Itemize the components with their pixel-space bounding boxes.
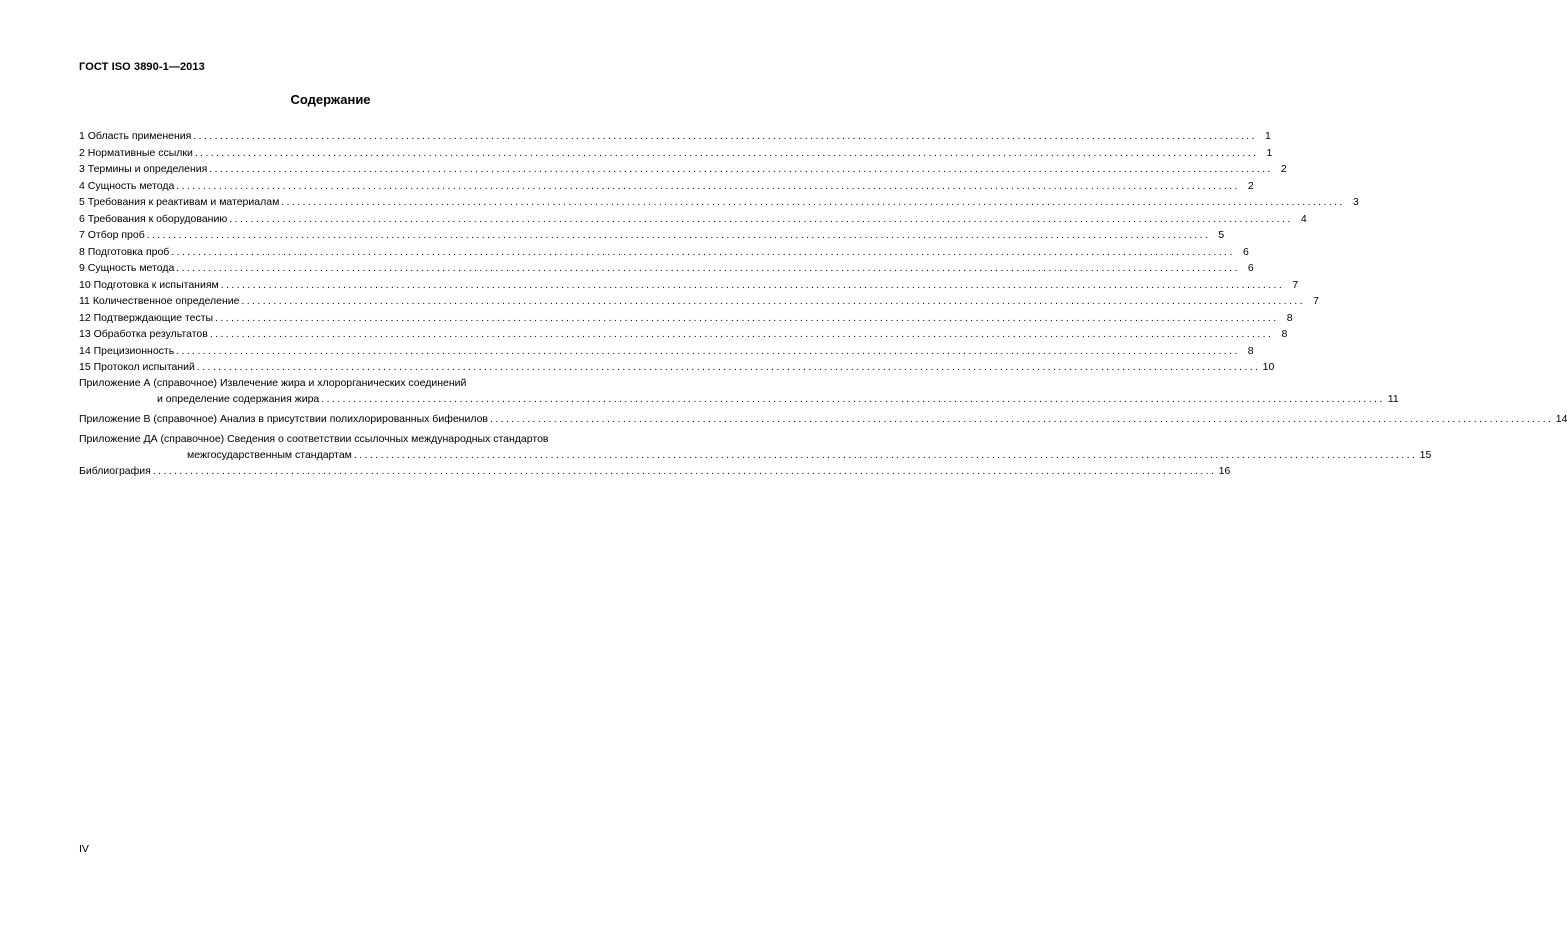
toc-entry-page: 6 [1247, 262, 1254, 274]
toc-entry-label: 10 Подготовка к испытаниям [79, 278, 219, 291]
toc-entry-label: 5 Требования к реактивам и материалам [79, 196, 280, 208]
toc-entry-page: 3 [1352, 196, 1359, 208]
leader-dots: ........................................................................................................................................................................................................ [171, 245, 1235, 258]
toc-entry-label: Приложение ДА (справочное) Сведения о соответствии ссылочных международных стандартов [79, 432, 549, 445]
toc-entry-page: 1 [1264, 130, 1271, 142]
toc-entry-label: 4 Сущность метода [79, 179, 175, 192]
toc-entry-label: 11 Количественное определение [79, 295, 240, 307]
document-code: ГОСТ ISO 3890-1—2013 [79, 61, 205, 73]
toc-entry-label: 2 Нормативные ссылки [79, 146, 193, 159]
toc-entry-page: 7 [1292, 278, 1299, 291]
leader-dots: ........................................................................................................................................................................................................ [490, 413, 1554, 425]
leader-dots: ........................................................................................................................................................................................................ [241, 295, 1305, 307]
toc-entry-appendix-a[interactable] [79, 376, 1399, 408]
toc-entry-page: 2 [1280, 163, 1287, 175]
leader-dots: ........................................................................................................................................................................................................ [229, 212, 1293, 225]
toc-entry-page: 2 [1247, 179, 1254, 192]
toc-entry-label-continued: и определение содержания жира [157, 392, 320, 405]
toc-entry[interactable] [79, 293, 1319, 310]
page-title: Содержание [290, 92, 371, 107]
toc-entry-page: 15 [1419, 448, 1432, 461]
toc-entry-label: 15 Протокол испытаний [79, 361, 195, 373]
leader-dots: ........................................................................................................................................................................................................ [281, 196, 1345, 208]
toc-entry-label: 13 Обработка результатов [79, 328, 208, 340]
toc-entry-label: 3 Термины и определения [79, 163, 208, 175]
leader-dots: ........................................................................................................................................................................................................ [209, 328, 1274, 340]
leader-dots: ........................................................................................................................................................................................................ [193, 130, 1257, 142]
toc-entry[interactable] [79, 194, 1359, 211]
toc-entry-label-continued: межгосударственным стандартам [187, 448, 352, 461]
toc-entry-appendix-b[interactable] [79, 411, 1567, 428]
toc-entry-page: 8 [1281, 328, 1288, 340]
leader-dots: ........................................................................................................................................................................................................ [353, 448, 1418, 461]
toc-entry-label: Библиография [79, 465, 151, 477]
toc-entry[interactable] [79, 161, 1287, 178]
toc-entry-label: 6 Требования к оборудованию [79, 212, 228, 225]
toc-entry[interactable] [79, 310, 1293, 327]
toc-entry-page: 4 [1300, 212, 1307, 225]
toc-entry-page: 14 [1555, 413, 1567, 425]
leader-dots: ........................................................................................................................................................................................................ [321, 392, 1385, 405]
toc-entry-label: Приложение В (справочное) Анализ в присутствии полихлорированных бифенилов [79, 413, 488, 425]
toc-entry[interactable] [79, 128, 1271, 145]
toc-entry-page: 8 [1247, 344, 1254, 357]
toc-entry-label: 14 Прецизионность [79, 344, 175, 357]
toc-entry-label: Приложение А (справочное) Извлечение жира и хлорорганических соединений [79, 376, 467, 389]
toc-entry-bibliography[interactable] [79, 463, 1231, 480]
leader-dots: ........................................................................................................................................................................................................ [194, 146, 1259, 159]
toc-entry-label: 12 Подтверждающие тесты [79, 311, 214, 324]
toc-entry-label: 7 Отбор проб [79, 229, 145, 241]
page-number: IV [79, 843, 89, 855]
leader-dots: ........................................................................................................................................................................................................ [215, 311, 1279, 324]
toc-entry[interactable] [79, 244, 1249, 261]
leader-dots: ........................................................................................................................................................................................................ [176, 179, 1240, 192]
toc-entry-label: 9 Сущность метода [79, 262, 175, 274]
toc-entry[interactable] [79, 145, 1273, 162]
table-of-contents [79, 128, 1567, 480]
leader-dots: ........................................................................................................................................................................................................ [176, 262, 1240, 274]
toc-entry[interactable] [79, 178, 1254, 195]
toc-entry-page: 5 [1218, 229, 1225, 241]
toc-entry-page: 11 [1387, 392, 1399, 405]
toc-entry-page: 1 [1266, 146, 1273, 159]
leader-dots: ........................................................................................................................................................................................................ [196, 361, 1261, 373]
toc-entry-page: 6 [1242, 245, 1249, 258]
toc-entry[interactable] [79, 260, 1254, 277]
toc-entry[interactable] [79, 227, 1225, 244]
toc-entry-page: 16 [1218, 465, 1231, 477]
toc-entry[interactable] [79, 343, 1254, 360]
toc-entry-label: 8 Подготовка проб [79, 245, 170, 258]
toc-entry[interactable] [79, 359, 1275, 376]
toc-entry[interactable] [79, 277, 1299, 294]
toc-entry-page: 7 [1313, 295, 1319, 307]
toc-entry[interactable] [79, 211, 1307, 228]
leader-dots: ........................................................................................................................................................................................................ [146, 229, 1211, 241]
leader-dots: ........................................................................................................................................................................................................ [152, 465, 1217, 477]
toc-entry[interactable] [79, 326, 1288, 343]
leader-dots: ........................................................................................................................................................................................................ [220, 278, 1285, 291]
toc-entry-label: 1 Область применения [79, 130, 192, 142]
leader-dots: ........................................................................................................................................................................................................ [209, 163, 1273, 175]
toc-entry-page: 10 [1262, 361, 1275, 373]
leader-dots: ........................................................................................................................................................................................................ [176, 344, 1240, 357]
toc-entry-appendix-da[interactable] [79, 432, 1432, 464]
toc-entry-page: 8 [1286, 311, 1293, 324]
